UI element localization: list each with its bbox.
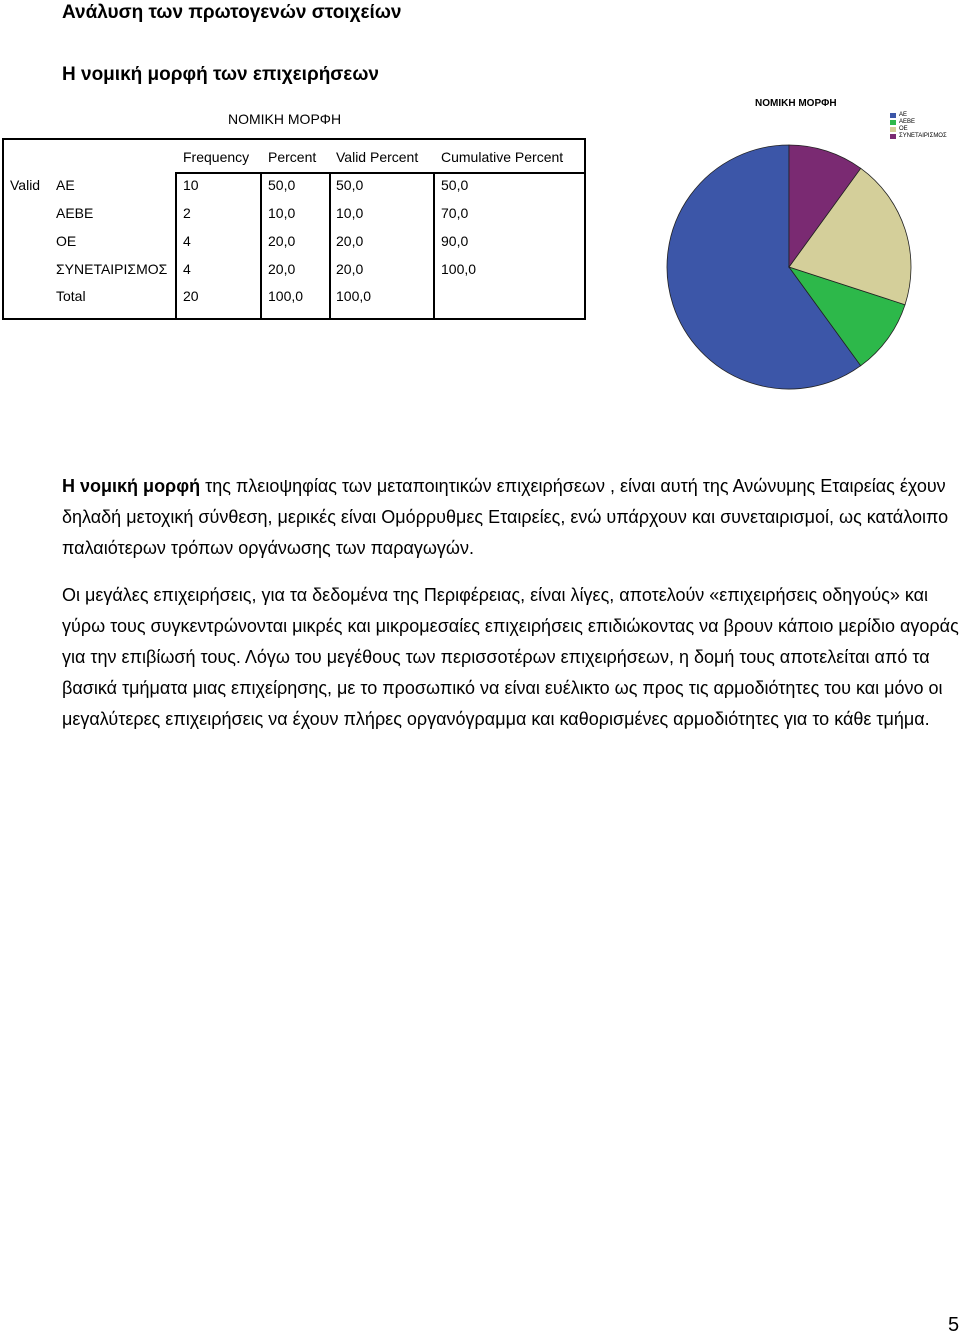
page-number: 5 — [948, 1314, 960, 1336]
row-frequency: 4 — [183, 233, 191, 249]
section-heading: Ανάλυση των πρωτογενών στοιχείων — [62, 2, 402, 23]
row-frequency: 2 — [183, 205, 191, 221]
subsection-heading: Η νομική μορφή των επιχειρήσεων — [62, 64, 379, 85]
paragraph-legal-form — [62, 471, 952, 564]
table-title: ΝΟΜΙΚΗ ΜΟΡΦΗ — [228, 111, 342, 127]
row-percent: 20,0 — [268, 261, 296, 277]
legend-swatch — [890, 120, 896, 125]
legend-item — [890, 126, 947, 133]
row-valid-percent: 20,0 — [336, 261, 364, 277]
legend-label: ΣΥΝΕΤΑΙΡΙΣΜΟΣ — [899, 133, 947, 139]
col-header-valid-percent: Valid Percent — [336, 149, 419, 165]
chart-title: ΝΟΜΙΚΗ ΜΟΡΦΗ — [755, 98, 837, 109]
row-label: ΑΕΒΕ — [56, 205, 94, 221]
legend-swatch — [890, 127, 896, 132]
row-valid-percent: 10,0 — [336, 205, 364, 221]
row-label: Total — [56, 288, 86, 304]
col-header-percent: Percent — [268, 149, 317, 165]
row-label: ΟΕ — [56, 233, 77, 249]
row-valid-percent: 20,0 — [336, 233, 364, 249]
row-cumulative-percent: 90,0 — [441, 233, 469, 249]
legend-item — [890, 112, 947, 119]
group-label-valid: Valid — [10, 177, 41, 193]
row-percent: 50,0 — [268, 177, 296, 193]
row-cumulative-percent: 100,0 — [441, 261, 477, 277]
paragraph-large-firms: Οι μεγάλες επιχειρήσεις, για τα δεδομένα της Περιφέρειας, είναι λίγες, αποτελούν «επιχειρήσεις οδηγούς» και γύρω τους συγκεντρώνονται μικρές και μικρομεσαίες επιχειρήσεις επιδιώκοντας να βρουν κάποιο μερίδιο αγοράς για την επιβίωσή τους. Λόγω του μεγέθους των περισσοτέρων επιχειρήσεων, η δομή τους αποτελείται από τα βασικά τμήματα μιας επιχείρησης, με το προσωπικό να είναι ευέλικτο ως προς τις αρμοδιότητες του και μόνο οι μεγαλύτερες επιχειρήσεις να έχουν πλήρες οργανόγραμμα και καθορισμένες αρμοδιότητες για το κάθε τμήμα. — [62, 585, 959, 729]
row-frequency: 10 — [183, 177, 199, 193]
row-valid-percent: 50,0 — [336, 177, 364, 193]
legend-label: ΑΕ — [899, 112, 908, 118]
paragraph-lead: Η νομική μορφή — [62, 476, 201, 496]
row-cumulative-percent: 50,0 — [441, 177, 469, 193]
row-frequency: 4 — [183, 261, 191, 277]
row-percent: 100,0 — [268, 288, 304, 304]
col-header-frequency: Frequency — [183, 149, 250, 165]
legend-item — [890, 133, 947, 140]
legend-swatch — [890, 134, 896, 139]
frequency-table — [2, 138, 586, 320]
legend-label: ΟΕ — [899, 126, 908, 132]
pie-chart-svg — [600, 96, 960, 396]
chart-legend — [890, 112, 947, 140]
row-percent: 10,0 — [268, 205, 296, 221]
legend-item — [890, 119, 947, 126]
col-header-cumulative-percent: Cumulative Percent — [441, 149, 564, 165]
legend-label: ΑΕΒΕ — [899, 119, 916, 125]
pie-chart — [600, 96, 960, 396]
row-label: ΑΕ — [56, 177, 75, 193]
row-label: ΣΥΝΕΤΑΙΡΙΣΜΟΣ — [56, 261, 168, 277]
row-valid-percent: 100,0 — [336, 288, 372, 304]
row-cumulative-percent: 70,0 — [441, 205, 469, 221]
row-percent: 20,0 — [268, 233, 296, 249]
paragraph-text: της πλειοψηφίας των μεταποιητικών επιχειρήσεων , είναι αυτή της Ανώνυμης Εταιρείας έχουν δηλαδή μετοχική σύνθεση, μερικές είναι Ομόρρυθμες Εταιρείες, ενώ υπάρχουν και συνεταιρισμοί, ως κατάλοιπο παλαιότερων τρόπων οργάνωσης των παραγωγών. — [62, 476, 949, 558]
row-frequency: 20 — [183, 288, 199, 304]
legend-swatch — [890, 113, 896, 118]
